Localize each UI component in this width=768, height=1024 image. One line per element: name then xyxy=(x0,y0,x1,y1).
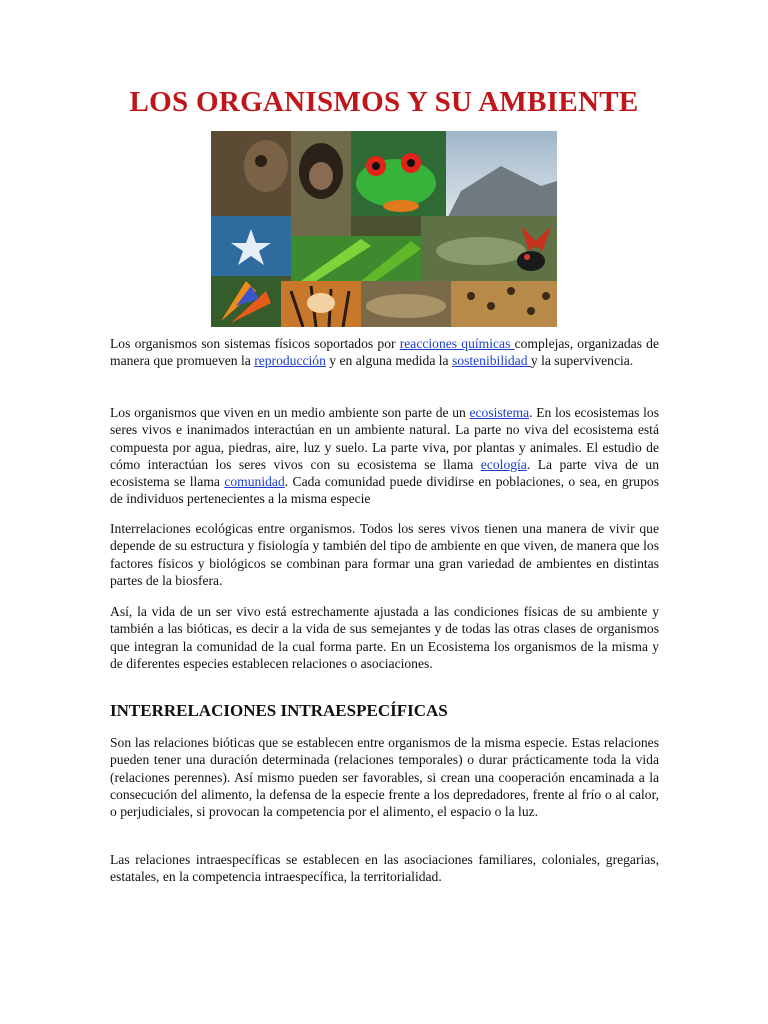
paragraph-1-text-d: y la supervivencia. xyxy=(530,353,634,369)
paragraph-1-text-a: Los organismos son sistemas físicos soportados por xyxy=(110,336,400,351)
paragraph-3-text: Interrelaciones ecológicas entre organismos. Todos los seres vivos tienen una manera de vivir que depende de su estructura y fisiología y también del tipo de ambiente en que viven, de manera que los factores físicos y biológicos se combinan para formar una gran variedad de ambientes en distintas partes de la biosfera. xyxy=(110,521,659,588)
paragraph-5 xyxy=(110,734,659,820)
link-comunidad[interactable]: comunidad xyxy=(224,474,285,490)
leopard-tile xyxy=(451,281,557,327)
paragraph-5-text: Son las relaciones bióticas que se establecen entre organismos de la misma especie. Estas relaciones pueden tener una duración determinada (relaciones temporales) o durar prácticamente toda la vida (relaciones perennes). Así mismo pueden ser favorables, si crean una cooperación encaminada a la consecución del alimento, la defensa de la especie frente a los depredadores, frente al frío o al calor, o perjudiciales, si provocan la competencia por el alimento, el espacio o la luz. xyxy=(110,735,659,820)
paragraph-4-text: Así, la vida de un ser vivo está estrechamente ajustada a las condiciones físicas de su ambiente y también a las bióticas, es decir a la vida de sus semejantes y de todas las otras clases de organismos que integran la comunidad de la cual forma parte. En un Ecosistema los organismos de la misma y de diferentes especies establecen relaciones o asociaciones. xyxy=(110,604,659,671)
paragraph-1-text-c: y en alguna medida la xyxy=(325,353,452,369)
paragraph-1 xyxy=(110,335,659,370)
paragraph-2-text-c: . La parte viva de un ecosistema se llama xyxy=(110,456,659,490)
page-title: LOS ORGANISMOS Y SU AMBIENTE xyxy=(129,86,639,118)
organisms-collage-image xyxy=(211,131,557,327)
paragraph-4 xyxy=(110,603,659,672)
collage-graphic xyxy=(211,131,557,327)
link-ecosistema[interactable]: ecosistema xyxy=(469,405,530,420)
paragraph-6-text: Las relaciones intraespecíficas se establecen en las asociaciones familiares, coloniales, gregarias, estatales, en la competencia intraespecífica, la territorialidad. xyxy=(110,852,659,885)
section-heading: INTERRELACIONES INTRAESPECÍFICAS xyxy=(110,701,448,720)
link-reproduccion[interactable]: reproducción xyxy=(254,353,326,369)
paragraph-2-text-d: . Cada comunidad puede dividirse en poblaciones, o sea, en grupos de individuos pertenecientes a la misma especie xyxy=(110,474,659,507)
link-reacciones-quimicas[interactable]: reacciones químicas xyxy=(399,336,515,351)
link-sostenibilidad[interactable]: sostenibilidad xyxy=(451,353,531,369)
paragraph-1-text-b: complejas, organizadas de manera que promueven la xyxy=(110,336,660,369)
paragraph-2-text-a: Los organismos que viven en un medio ambiente son parte de un xyxy=(110,405,470,420)
link-ecologia[interactable]: ecología xyxy=(480,456,527,472)
paragraph-2 xyxy=(110,404,659,508)
paragraph-2-text-b: . En los ecosistemas los seres vivos e inanimados interactúan en un ambiente natural. La parte no viva del ecosistema está compuesta por agua, piedras, aire, luz y suelo. La parte viva, por plantas y animales. El estudio de cómo interactúan los seres vivos con su ecosistema se llama xyxy=(110,405,659,472)
paragraph-6 xyxy=(110,851,659,886)
paragraph-3 xyxy=(110,520,659,589)
